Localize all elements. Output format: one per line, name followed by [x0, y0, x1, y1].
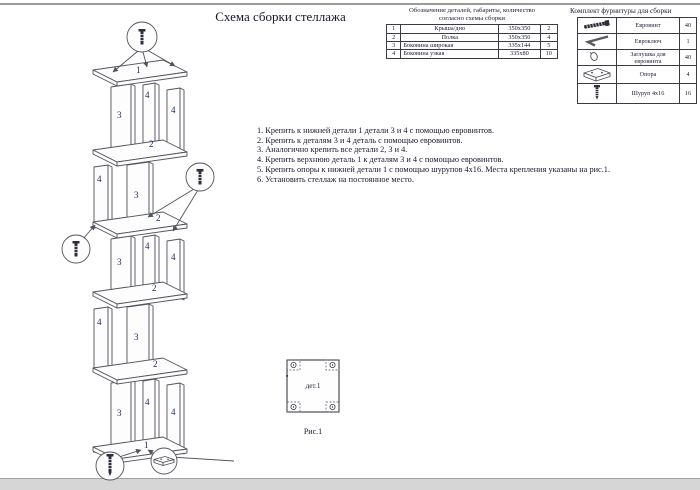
hardware-qty: 4 [680, 66, 697, 84]
hardware-name: Шуруп 4х16 [617, 84, 680, 104]
parts-table-section [386, 7, 558, 59]
hardware-table-section [570, 7, 698, 104]
svg-text:4: 4 [171, 407, 176, 417]
hardware-name: Опора [617, 66, 680, 84]
svg-text:4: 4 [97, 317, 102, 327]
hardware-qty: 16 [680, 84, 697, 104]
svg-text:1: 1 [136, 65, 141, 75]
table-row [387, 50, 558, 58]
instruction-step: 4. Крепить верхнюю деталь 1 к деталям 3 и 4 с помощью евровинтов. [257, 155, 504, 165]
hardware-name: Евровинт [617, 18, 680, 34]
svg-text:4: 4 [97, 174, 102, 184]
instruction-step: 5. Крепить опоры к нижней детали 1 с помощью шурупов 4х16. Места крепления указаны на рис.1. [257, 164, 611, 174]
side-panels [94, 83, 184, 454]
svg-text:1: 1 [144, 440, 149, 450]
figure-caption: Рис.1 [303, 427, 323, 436]
instruction-step: 1. Крепить к нижней детали 1 детали 3 и 4 с помощью евровинтов. [257, 126, 495, 135]
hardware-name: Заглушка для евровинта [617, 50, 680, 66]
svg-text:3: 3 [134, 332, 139, 342]
part-qty: 4 [540, 33, 557, 41]
wood-screw-icon [581, 84, 613, 101]
support-foot-icon [581, 66, 613, 81]
hardware-qty: 1 [680, 34, 697, 50]
part-size: 350х350 [499, 25, 540, 33]
part-name: Боковина широкая [401, 42, 499, 50]
confirmat-screw-icon [581, 18, 613, 31]
instruction-step: 6. Установить стеллаж на постоянное место. [257, 174, 414, 184]
svg-text:4: 4 [145, 90, 150, 100]
parts-table-caption-line1: Обозначение деталей, габариты, количество [409, 7, 535, 14]
callout-screw-bottom [96, 452, 124, 480]
table-row [578, 84, 697, 104]
svg-text:4: 4 [145, 241, 150, 251]
callout-support-bottom [151, 448, 177, 474]
table-row [387, 25, 558, 33]
svg-text:2: 2 [156, 213, 161, 223]
callout-eurovint-top [127, 22, 157, 52]
svg-text:3: 3 [117, 408, 122, 418]
table-row [578, 66, 697, 84]
parts-table [386, 24, 558, 59]
part-number: 1 [387, 25, 401, 33]
part-qty: 5 [540, 42, 557, 50]
hardware-qty: 40 [680, 50, 697, 66]
screw-cap-icon [581, 50, 613, 63]
part-number-labels [97, 65, 176, 450]
hardware-qty: 40 [680, 18, 697, 34]
hex-key-icon [581, 34, 613, 47]
svg-text:2: 2 [149, 139, 154, 149]
part-name: Боковина узкая [401, 50, 499, 58]
instructions-list [257, 126, 637, 184]
part-qty: 2 [540, 25, 557, 33]
window-bottom-bar [0, 478, 700, 490]
callout-eurovint-right [186, 163, 214, 191]
part-name: Крыша/дно [401, 25, 499, 33]
part-size: 350х350 [499, 33, 540, 41]
hardware-name: Евроключ [617, 34, 680, 50]
svg-text:2: 2 [153, 359, 158, 369]
page-top-rule [0, 3, 700, 5]
table-row [578, 18, 697, 34]
part-number: 2 [387, 33, 401, 41]
hardware-table-title: Комплект фурнитуры для сборки [570, 7, 672, 15]
table-row [578, 34, 697, 50]
part-number: 4 [387, 50, 401, 58]
part-name: Полка [401, 33, 499, 41]
svg-text:3: 3 [117, 110, 122, 120]
callout-eurovint-left [62, 235, 90, 263]
svg-text:4: 4 [171, 105, 176, 115]
figure-part-label: дет.1 [305, 382, 321, 390]
figure-1-diagram [284, 358, 344, 418]
part-size: 335х80 [499, 50, 540, 58]
svg-text:2: 2 [152, 283, 157, 293]
table-row [387, 42, 558, 50]
instruction-step: 2. Крепить к деталям 3 и 4 деталь с помощью евровинтов. [257, 135, 463, 145]
table-row [387, 33, 558, 41]
instruction-step: 3. Аналогично крепить все детали 2, 3 и 4. [257, 145, 408, 155]
part-size: 335х144 [499, 42, 540, 50]
page-title: Схема сборки стеллажа [215, 9, 346, 24]
part-number: 3 [387, 42, 401, 50]
shelving-assembly-diagram [40, 14, 250, 478]
parts-table-caption-line2: согласно схемы сборки [439, 14, 505, 22]
svg-text:4: 4 [145, 397, 150, 407]
svg-text:4: 4 [171, 252, 176, 262]
hardware-table [577, 17, 697, 104]
svg-text:3: 3 [117, 257, 122, 267]
table-row [578, 50, 697, 66]
svg-text:3: 3 [134, 190, 139, 200]
part-qty: 10 [540, 50, 557, 58]
